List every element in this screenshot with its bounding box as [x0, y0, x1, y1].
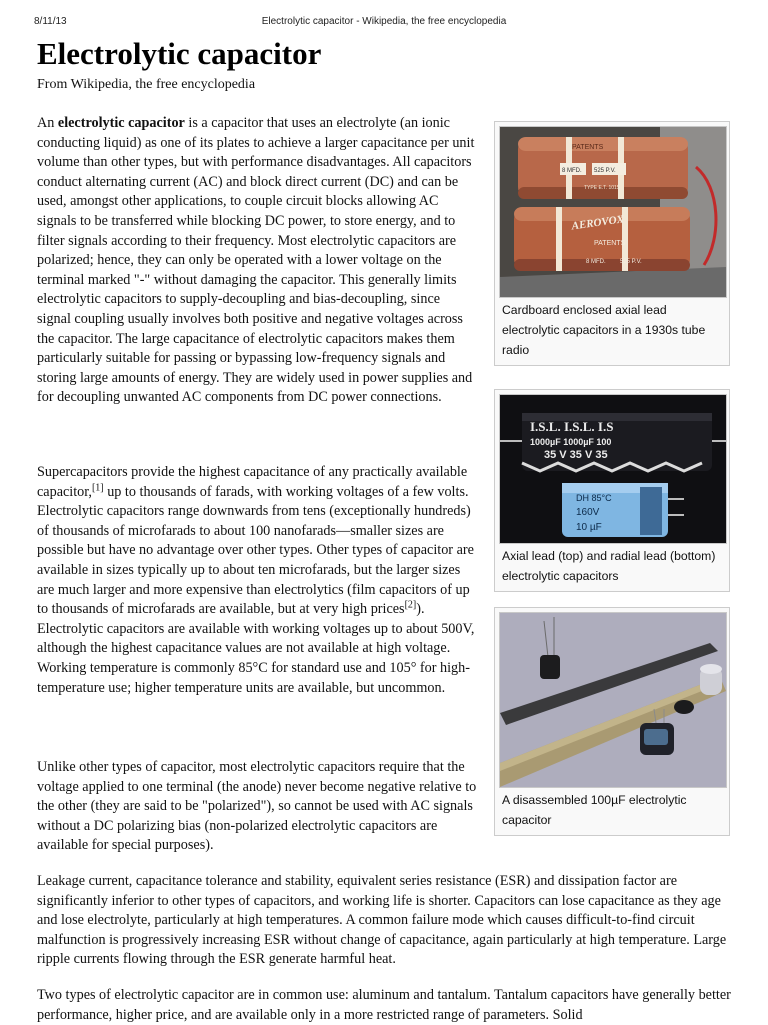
fig1-type: TYPE E.T. 1015 [584, 185, 620, 191]
ref-link-1[interactable]: [1] [91, 481, 104, 493]
article-subtitle: From Wikipedia, the free encyclopedia [37, 77, 256, 92]
disassembled-capacitor-image[interactable] [499, 612, 727, 788]
intro-paragraph [37, 114, 477, 408]
axial-radial-capacitors-image[interactable] [499, 394, 727, 544]
print-header [34, 16, 734, 30]
types-paragraph: Two types of electrolytic capacitor are in common use: aluminum and tantalum. Tantalum capacitors have generally better performance, higher price, and are available only in a more restricted range of parameters. Solid [37, 987, 731, 1023]
p2-part2: up to thousands of farads, with working voltages of a few volts. Electrolytic capacitors range downwards from tens (exceptionally hundreds) of thousands of microfarads to about 100 nanofarads—smaller sizes are possible but have no advantage over other types. Other types of capacitor are available in sizes typically up to about ten microfarads, but the larger sizes are much larger and more expensive than electrolytics (film capacitors of up to thousands of microfarads are available, but at very high prices [37, 483, 474, 618]
figure-caption-3: A disassembled 100µF electrolytic capacitor [502, 793, 687, 827]
fig2-v: 35 V 35 V 35 [544, 449, 608, 461]
intro-prefix: An [37, 115, 58, 131]
print-date: 8/11/13 [34, 16, 67, 27]
figure-caption-2: Axial lead (top) and radial lead (bottom) electrolytic capacitors [502, 549, 716, 583]
fig2-isl: I.S.L. I.S.L. I.S [530, 419, 614, 434]
fig2-dh: DH 85°C [576, 493, 612, 503]
article-title: Electrolytic capacitor [37, 36, 322, 71]
fig1-brand: AEROVOX [570, 213, 625, 233]
figure-axial-radial-capacitors [494, 389, 730, 592]
figure-cardboard-capacitors [494, 121, 730, 366]
ref-link-2[interactable]: [2] [404, 599, 417, 611]
intro-bold-term: electrolytic capacitor [57, 115, 185, 131]
figure-disassembled-capacitor [494, 607, 730, 836]
p2-part1: Supercapacitors provide the highest capacitance of any practically available capacitor, [37, 464, 468, 500]
print-page-title: Electrolytic capacitor - Wikipedia, the free encyclopedia [261, 16, 507, 27]
leakage-paragraph: Leakage current, capacitance tolerance and stability, equivalent series resistance (ESR) and dissipation factor are significantly inferior to other types of capacitors, and working life is shorter. Capacitors can lose capacitance as they age and lose electrolyte, particularly at high temperatures. A common failure mode which causes difficult-to-find circuit malfunction is progressively increasing ESR without change of capacitance, again particularly at high temperature. Large ripple currents flowing through the ESR generate harmful heat. [37, 873, 727, 968]
intro-text: is a capacitor that uses an electrolyte (an ionic conducting liquid) as one of its plates to achieve a larger capacitance per unit volume than other types, but with performance disadvantages. All capacitors conduct alternating current (AC) and block direct current (DC) and can be used, amongst other applications, to couple circuit blocks allowing AC signals to be transferred while blocking DC power, to store energy, and to filter signals according to their frequency. Most electrolytic capacitors are polarized; hence, they can only be operated with a lower voltage on the terminal marked "-" without damaging the capacitor. This generally limits electrolytic capacitors to supply-decoupling and bias-decoupling, since signal coupling usually involves both positive and negative voltages across the capacitor. The large capacitance of electrolytic capacitors makes them particularly suitable for passing or bypassing low-frequency signals and storing large amounts of energy. They are widely used in power supplies and for decoupling unwanted AC components from DC power connections. [37, 115, 475, 406]
p2-part3: ). Electrolytic capacitors are available with working voltages up to about 500V, although the highest capacitance values are not available at high voltage. Working temperature is commonly 85°C for standard use and 105° for high-temperature use; higher temperature units are available, but uncommon. [37, 601, 475, 696]
fig1-mfd-top: 8 MFD. [562, 168, 582, 174]
supercapacitor-paragraph [37, 463, 477, 698]
figure-caption-1: Cardboard enclosed axial lead electrolytic capacitors in a 1930s tube radio [502, 303, 706, 357]
fig1-patents-top: PATENTS [572, 144, 604, 151]
fig2-uf: 1000µF 1000µF 100 [530, 437, 612, 447]
fig2-v160: 160V [576, 507, 600, 518]
fig1-volts-top: 525 P.V. [594, 168, 616, 174]
fig2-uf10: 10 µF [576, 522, 602, 533]
cardboard-capacitors-image[interactable] [499, 126, 727, 298]
fig1-volts-bottom: 525 P.V. [620, 259, 642, 265]
polarization-paragraph: Unlike other types of capacitor, most electrolytic capacitors require that the voltage applied to one terminal (the anode) never become negative relative to the other (they are said to be "polarized"), so cannot be used with AC signals without a DC polarizing bias (non-polarized electrolytic capacitors are available for special purposes). [37, 759, 477, 854]
fig1-patents: PATENTS [594, 240, 626, 247]
fig1-mfd-bottom: 8 MFD. [586, 259, 606, 265]
